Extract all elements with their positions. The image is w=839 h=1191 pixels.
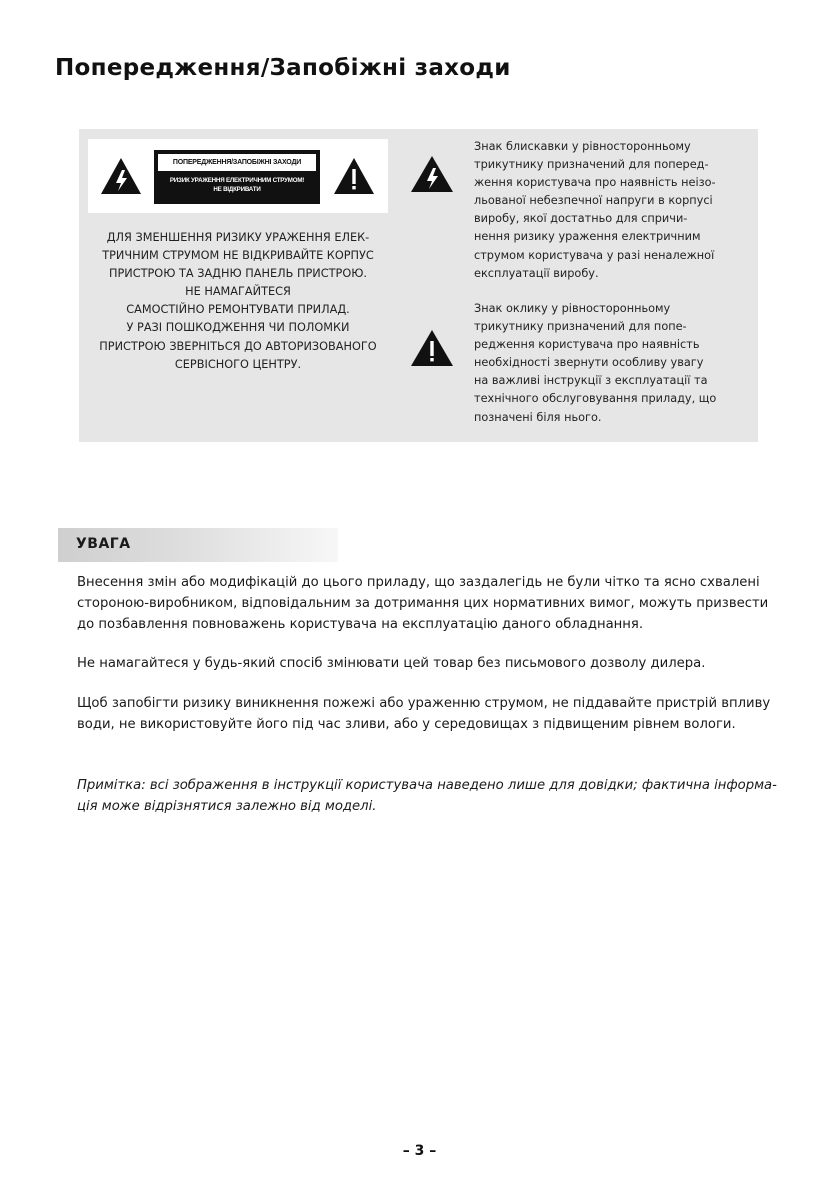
warning-label-band: ПОПЕРЕДЖЕННЯ/ЗАПОБІЖНІ ЗАХОДИ — [158, 154, 316, 171]
text-line: до позбавлення повноважень користувача на експлуатацію даного обладнання. — [77, 616, 644, 632]
exclamation-triangle-icon — [410, 329, 454, 367]
page-number: – 3 – — [402, 1143, 437, 1159]
text-line: трикутнику призначений для поперед- — [474, 158, 709, 172]
text-line: ДЛЯ ЗМЕНШЕННЯ РИЗИКУ УРАЖЕННЯ ЕЛЕК- — [106, 231, 370, 244]
warning-label-line: НЕ ВІДКРИВАТИ — [213, 186, 261, 193]
warning-label-line: РИЗИК УРАЖЕННЯ ЕЛЕКТРИЧНИМ СТРУМОМ! — [169, 177, 305, 184]
text-line: редження користувача про наявність — [474, 338, 700, 352]
text-line: ПРИСТРОЮ ТА ЗАДНЮ ПАНЕЛЬ ПРИСТРОЮ. — [108, 267, 368, 281]
text-line: позначені біля нього. — [474, 410, 602, 424]
text-line: ТРИЧНИМ СТРУМОМ НЕ ВІДКРИВАЙТЕ КОРПУС — [102, 249, 374, 263]
text-line: стороною-виробником, відповідальним за дотримання цих нормативних вимог, можуть призвести — [77, 595, 769, 611]
text-line: ція може відрізнятися залежно від моделі. — [77, 798, 377, 814]
exclamation-description — [474, 300, 754, 427]
text-line: СЕРВІСНОГО ЦЕНТРУ. — [174, 357, 302, 371]
warning-box — [79, 129, 758, 442]
text-line: Не намагайтеся у будь-який спосіб змінювати цей товар без письмового дозволу дилера. — [77, 656, 706, 671]
text-line: струмом користувача у разі неналежної — [474, 248, 715, 262]
text-line: експлуатації виробу. — [474, 266, 599, 280]
text-line: технічного обслуговування приладу, що — [474, 392, 717, 406]
lightning-description — [474, 138, 754, 283]
text-line: САМОСТІЙНО РЕМОНТУВАТИ ПРИЛАД. — [126, 303, 350, 317]
text-line: Знак блискавки у рівносторонньому — [474, 140, 691, 153]
warning-label — [154, 150, 320, 204]
safety-instructions — [79, 229, 397, 374]
warning-label-panel — [88, 139, 388, 213]
text-line: трикутнику призначений для попе- — [474, 320, 687, 334]
lightning-triangle-icon — [100, 157, 142, 195]
text-line: ження користувача про наявність неізо- — [474, 176, 716, 190]
text-line: льованої небезпечної напруги в корпусі — [474, 194, 713, 208]
lightning-triangle-icon — [410, 155, 454, 193]
text-line: нення ризику ураження електричним — [474, 230, 701, 244]
attention-heading-bar — [58, 528, 338, 562]
paragraph-no-changes — [77, 654, 817, 675]
attention-heading: УВАГА — [76, 536, 131, 552]
paragraph-modifications — [77, 573, 817, 635]
text-line: необхідності звернути особливу увагу — [474, 356, 704, 370]
text-line: Внесення змін або модифікацій до цього приладу, що заздалегідь не були чітко та ясно схвалені — [77, 575, 760, 590]
exclamation-triangle-icon — [333, 157, 375, 195]
text-line: ПРИСТРОЮ ЗВЕРНІТЬСЯ ДО АВТОРИЗОВАНОГО — [99, 339, 377, 353]
note — [77, 776, 817, 818]
text-line: води, не використовуйте його під час зливи, або у середовищах з підвищеним рівнем вологи. — [77, 716, 736, 732]
text-line: НЕ НАМАГАЙТЕСЯ — [185, 285, 291, 299]
text-line: Знак оклику у рівносторонньому — [474, 302, 671, 315]
text-line: виробу, якої достатньо для спричи- — [474, 212, 688, 226]
text-line: У РАЗІ ПОШКОДЖЕННЯ ЧИ ПОЛОМКИ — [126, 321, 350, 335]
text-line: на важливі інструкції з експлуатації та — [474, 374, 708, 388]
page-title: Попередження/Запобіжні заходи — [55, 55, 511, 81]
text-line: Примітка: всі зображення в інструкції користувача наведено лише для довідки; фактична інформа- — [77, 778, 777, 793]
paragraph-fire-risk — [77, 694, 817, 736]
text-line: Щоб запобігти ризику виникнення пожежі або ураженню струмом, не піддавайте пристрій впливу — [77, 696, 771, 711]
